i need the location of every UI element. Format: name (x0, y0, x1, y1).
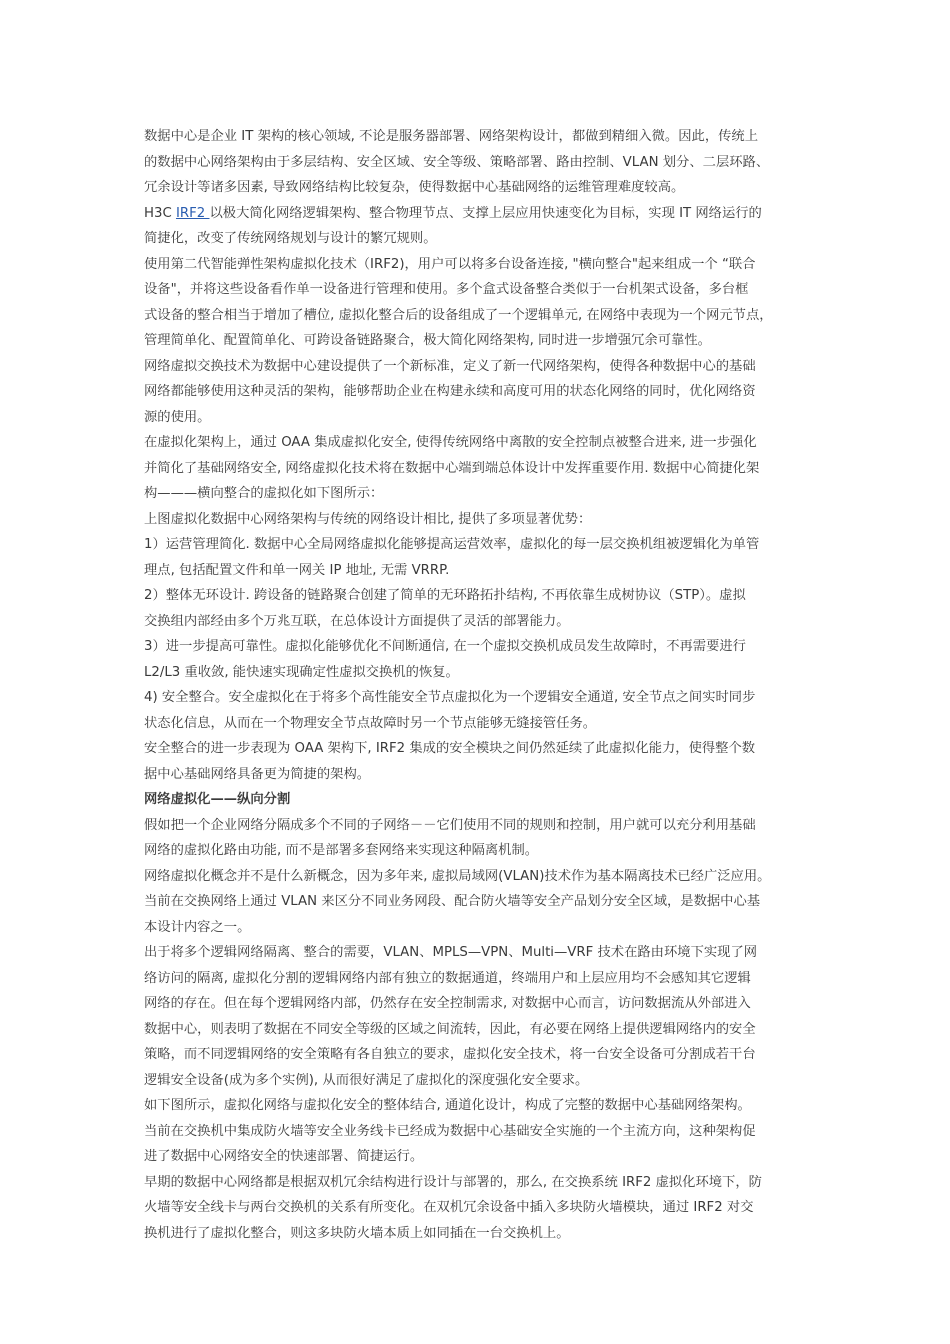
text-line: 策略，而不同逻辑网络的安全策略有各自独立的要求，虚拟化安全技术，将一台安全设备可分割成若干台 (144, 1047, 756, 1062)
paragraph (144, 813, 816, 864)
text-line: 逻辑安全设备(成为多个实例), 从而很好满足了虚拟化的深度强化安全要求。 (144, 1072, 589, 1088)
text-line: 源的使用。 (144, 409, 211, 425)
paragraph (144, 1119, 816, 1170)
text-fragment: 以极大简化网络逻辑架构、整合物理节点、支撑上层应用快速变化为目标，实现 IT 网络运行的 (209, 205, 762, 221)
text-line: 出于将多个逻辑网络隔离、整合的需要，VLAN、MPLS—VPN、Multi—VRF 技术在路由环境下实现了网 (144, 945, 758, 960)
paragraph (144, 634, 816, 685)
irf2-link[interactable]: IRF2 (175, 205, 210, 221)
text-line: 早期的数据中心网络都是根据双机冗余结构进行设计与部署的，那么, 在交换系统 IRF2 虚拟化环境下，防 (144, 1174, 762, 1190)
text-line: 本设计内容之一。 (144, 919, 251, 935)
text-line: 冗余设计等诸多因素, 导致网络结构比较复杂，使得数据中心基础网络的运维管理难度较高。 (144, 180, 685, 195)
text-line: 管理简单化、配置简单化、可跨设备链路聚合，极大简化网络架构, 同时进一步增强冗余可靠性。 (144, 333, 711, 348)
text-line: 网络虚拟化概念并不是什么新概念，因为多年来, 虚拟局域网(VLAN)技术作为基本隔离技术已经广泛应用。 (144, 868, 771, 884)
text-line: 4) 安全整合。安全虚拟化在于将多个高性能安全节点虚拟化为一个逻辑安全通道, 安全节点之间实时同步 (144, 690, 756, 705)
text-line: 当前在交换网络上通过 VLAN 来区分不同业务网段、配合防火墙等安全产品划分安全区域，是数据中心基 (144, 894, 761, 909)
paragraph (144, 252, 816, 354)
text-line: 设备"，并将这些设备看作单一设备进行管理和使用。多个盒式设备整合类似于一台机架式设备，多台框 (144, 282, 749, 297)
paragraph (144, 507, 816, 533)
text-line: 1）运营管理简化. 数据中心全局网络虚拟化能够提高运营效率，虚拟化的每一层交换机组被逻辑化为单管 (144, 537, 760, 552)
text-line: 数据中心是企业 IT 架构的核心领域, 不论是服务器部署、网络架构设计，都做到精细入微。因此，传统上 (144, 129, 759, 144)
text-line: 安全整合的进一步表现为 OAA 架构下, IRF2 集成的安全模块之间仍然延续了此虚拟化能力，使得整个数 (144, 741, 756, 756)
paragraph (144, 430, 816, 507)
document-body (144, 124, 816, 1246)
text-line: 交换组内部经由多个万兆互联，在总体设计方面提供了灵活的部署能力。 (144, 613, 570, 629)
text-line: 数据中心，则表明了数据在不同安全等级的区域之间流转，因此，有必要在网络上提供逻辑网络内的安全 (144, 1021, 756, 1037)
paragraph (144, 864, 816, 941)
text-line: 网络虚拟交换技术为数据中心建设提供了一个新标准，定义了新一代网络架构，使得各种数据中心的基础 (144, 358, 756, 374)
paragraph (144, 1093, 816, 1119)
text-line: 网络的存在。但在每个逻辑网络内部，仍然存在安全控制需求, 对数据中心而言，访问数据流从外部进入 (144, 996, 751, 1011)
paragraph (144, 532, 816, 583)
text-line: 当前在交换机中集成防火墙等安全业务线卡已经成为数据中心基础安全实施的一个主流方向，这种架构促 (144, 1123, 756, 1139)
text-line: 换机进行了虚拟化整合，则这多块防火墙本质上如同插在一台交换机上。 (144, 1225, 570, 1241)
text-line: 3）进一步提高可靠性。虚拟化能够优化不间断通信, 在一个虚拟交换机成员发生故障时，不再需要进行 (144, 639, 746, 654)
text-line: 并简化了基础网络安全, 网络虚拟化技术将在数据中心端到端总体设计中发挥重要作用. 数据中心简捷化架 (144, 460, 760, 476)
paragraph (144, 685, 816, 736)
text-line: 在虚拟化架构上，通过 OAA 集成虚拟化安全, 使得传统网络中离散的安全控制点被整合进来, 进一步强化 (144, 435, 757, 450)
paragraph (144, 124, 816, 201)
text-line: 网络都能够使用这种灵活的架构，能够帮助企业在构建永续和高度可用的状态化网络的同时，优化网络资 (144, 384, 756, 399)
text-line: 构———横向整合的虚拟化如下图所示： (144, 486, 384, 501)
text-line: 假如把一个企业网络分隔成多个不同的子网络－－它们使用不同的规则和控制，用户就可以充分利用基础 (144, 817, 756, 833)
paragraph (144, 940, 816, 1093)
text-line: L2/L3 重收敛, 能快速实现确定性虚拟交换机的恢复。 (144, 664, 459, 680)
text-line: 式设备的整合相当于增加了槽位, 虚拟化整合后的设备组成了一个逻辑单元, 在网络中表现为一个网元节点， (144, 307, 773, 323)
section-heading: 网络虚拟化——纵向分割 (144, 792, 291, 807)
text-line: 进了数据中心网络安全的快速部署、简捷运行。 (144, 1149, 424, 1164)
text-line: 简捷化，改变了传统网络规划与设计的繁冗规则。 (144, 231, 437, 246)
text-line: 火墙等安全线卡与两台交换机的关系有所变化。在双机冗余设备中插入多块防火墙模块，通过 IRF2 对交 (144, 1200, 754, 1215)
paragraph (144, 736, 816, 787)
paragraph (144, 583, 816, 634)
paragraph (144, 354, 816, 431)
text-fragment: H3C (144, 205, 176, 221)
text-line: 状态化信息，从而在一个物理安全节点故障时另一个节点能够无缝接管任务。 (144, 715, 597, 731)
text-line: 网络的虚拟化路由功能, 而不是部署多套网络来实现这种隔离机制。 (144, 843, 539, 858)
text-line: 络访问的隔离, 虚拟化分割的逻辑网络内部有独立的数据通道，终端用户和上层应用均不会感知其它逻辑 (144, 970, 751, 986)
paragraph (144, 1170, 816, 1247)
text-line: 的数据中心网络架构由于多层结构、安全区域、安全等级、策略部署、路由控制、VLAN 划分、二层环路、 (144, 154, 770, 170)
text-line: 理点, 包括配置文件和单一网关 IP 地址, 无需 VRRP. (144, 562, 450, 578)
text-line: 2）整体无环设计. 跨设备的链路聚合创建了简单的无环路拓扑结构, 不再依靠生成树协议（STP）。虚拟 (144, 588, 746, 603)
text-line (144, 201, 816, 227)
text-line: 上图虚拟化数据中心网络架构与传统的网络设计相比, 提供了多项显著优势： (144, 511, 592, 527)
text-line: 据中心基础网络具备更为简捷的架构。 (144, 766, 371, 782)
text-line: 如下图所示，虚拟化网络与虚拟化安全的整体结合, 通道化设计，构成了完整的数据中心基础网络架构。 (144, 1098, 751, 1113)
paragraph (144, 787, 816, 813)
paragraph (144, 201, 816, 252)
text-line: 使用第二代智能弹性架构虚拟化技术（IRF2)，用户可以将多台设备连接, "横向整合"起来组成一个 “联合 (144, 256, 756, 272)
